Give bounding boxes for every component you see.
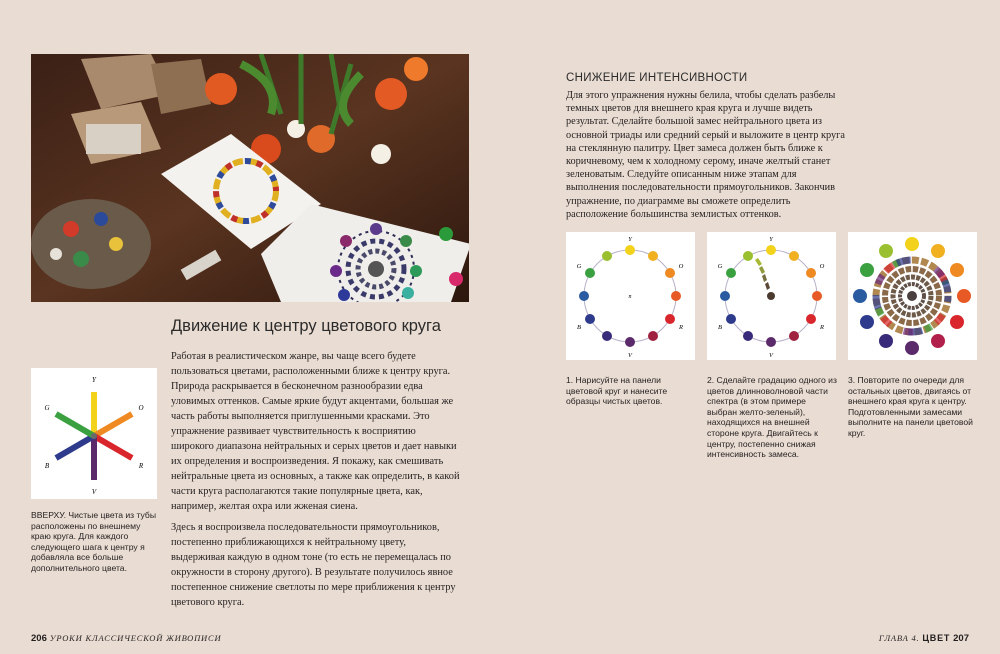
p1-label-r: R [679,324,683,331]
p2-label-r: R [820,324,824,331]
finished-wheel [853,237,971,355]
step-1-panel [566,232,695,360]
footer-right [879,633,969,644]
primary-wheel-svg [31,368,157,499]
page-number-left: 206 [31,633,47,644]
book-title: УРОКИ КЛАССИЧЕСКОЙ ЖИВОПИСИ [49,633,222,643]
primary-wheel-diagram [31,368,157,499]
p2-label-y: Y [769,236,773,243]
step-2-wheel [707,232,836,360]
p2-label-b: B [718,324,722,331]
wheel-spoke-red [94,436,132,458]
left-body-text [171,349,461,616]
wheel-spoke-orange [94,414,132,436]
p1-label-n: n [628,294,632,300]
right-body-text: Для этого упражнения нужны белила, чтобы сделать разбелы темных цветов для внешнего края круга и лучше видеть результат. Сделайте большой замес нейтрального цвета из основной триады или средний серый и выложите в центр круга на стеклянную палитру. Цвет замеса должен быть ближе к коричневому, чем к холодному серому, иначе желтый станет зеленоватым. Следуйте описанным ниже этапам для выполнения последовательности прямоугольников. Закончив упражнение, по диаграмме вы сможете определить расположение большинства землистых оттенков. [566,90,845,220]
wheel-label-b: B [44,462,50,470]
step-3-wheel [848,232,977,360]
page-number-right: 207 [953,633,969,644]
wheel-spoke-blue [56,436,94,458]
studio-photo [31,54,469,302]
step-3-caption: 3. Повторите по очереди для остальных цветов, двигаясь от внешнего края круга к центру. Подготовленными замесами выполните на панели цветовой круг. [848,375,973,438]
chapter-name: ЦВЕТ [922,633,951,643]
wheel-spoke-green [56,414,94,436]
step-2-panel [707,232,836,360]
wheel-label-y: Y [92,376,96,384]
wheel-label-o: O [138,404,144,412]
p1-label-g: G [576,263,582,270]
p1-label-o: O [678,263,684,270]
p1-label-b: B [577,324,581,331]
wheel-label-r: R [138,462,144,470]
caption-text: Чистые цвета из тубы расположены по внешнему краю круга. Для каждого следующего шага к центру я добавляла все больше дополнительного цвета. [31,510,157,573]
p1-label-y: Y [628,236,632,243]
step-2-caption: 2. Сделайте градацию одного из цветов длинноволновой части спектра (в этом примере выбран желто-зеленый), находящихся на внешней стороне круга. Двигайтесь к центру, постепенно снижая интенсивность замеса. [707,375,837,460]
p2-label-g: G [717,263,723,270]
footer-left [31,633,221,644]
p2-label-o: O [819,263,825,270]
chapter-label: ГЛАВА 4. [878,633,920,643]
p2-label-v: V [769,352,773,359]
wheel-label-v: V [91,488,97,496]
step-3-panel [848,232,977,360]
wheel-label-g: G [44,404,50,412]
diagram-caption [31,510,159,574]
p1-label-v: V [628,352,632,359]
left-paragraph-2: Здесь я воспроизвела последовательности прямоугольников, постепенно приближающихся к нейтральному цвету, выдерживая каждую в одном тоне (то есть не перемещалась по окружности в сторону другого). В результате получилось явное постепенное снижение светлоты по мере приближения к центру цветового круга. [171,522,456,608]
left-paragraph-1: Работая в реалистическом жанре, вы чаще всего будете пользоваться цветами, расположенными ближе к центру круга. Природа раскрывается в бесконечном разнообразии едва уловимых оттенков. Самые яркие будут акцентами, большая же часть работы выполняется приглушенными красками. Это упражнение развивает чувствительность к восприятию широкого диапазона нейтральных и серых цветов и дает навыки их определения и воспроизведения. Я покажу, как смешивать нейтральные цвета из основных, а также как определить, в какой части круга располагаются такие популярные цвета, как, например, желтая охра или жженая сиена. [171,351,460,512]
step-1-caption: 1. Нарисуйте на панели цветовой круг и нанесите образцы чистых цветов. [566,375,668,407]
subsection-title: СНИЖЕНИЕ ИНТЕНСИВНОСТИ [566,72,748,84]
step-1-wheel [566,232,695,360]
section-title: Движение к центру цветового круга [171,317,441,335]
studio-photo-illustration [31,54,469,302]
caption-lead: ВВЕРХУ. [31,510,66,520]
